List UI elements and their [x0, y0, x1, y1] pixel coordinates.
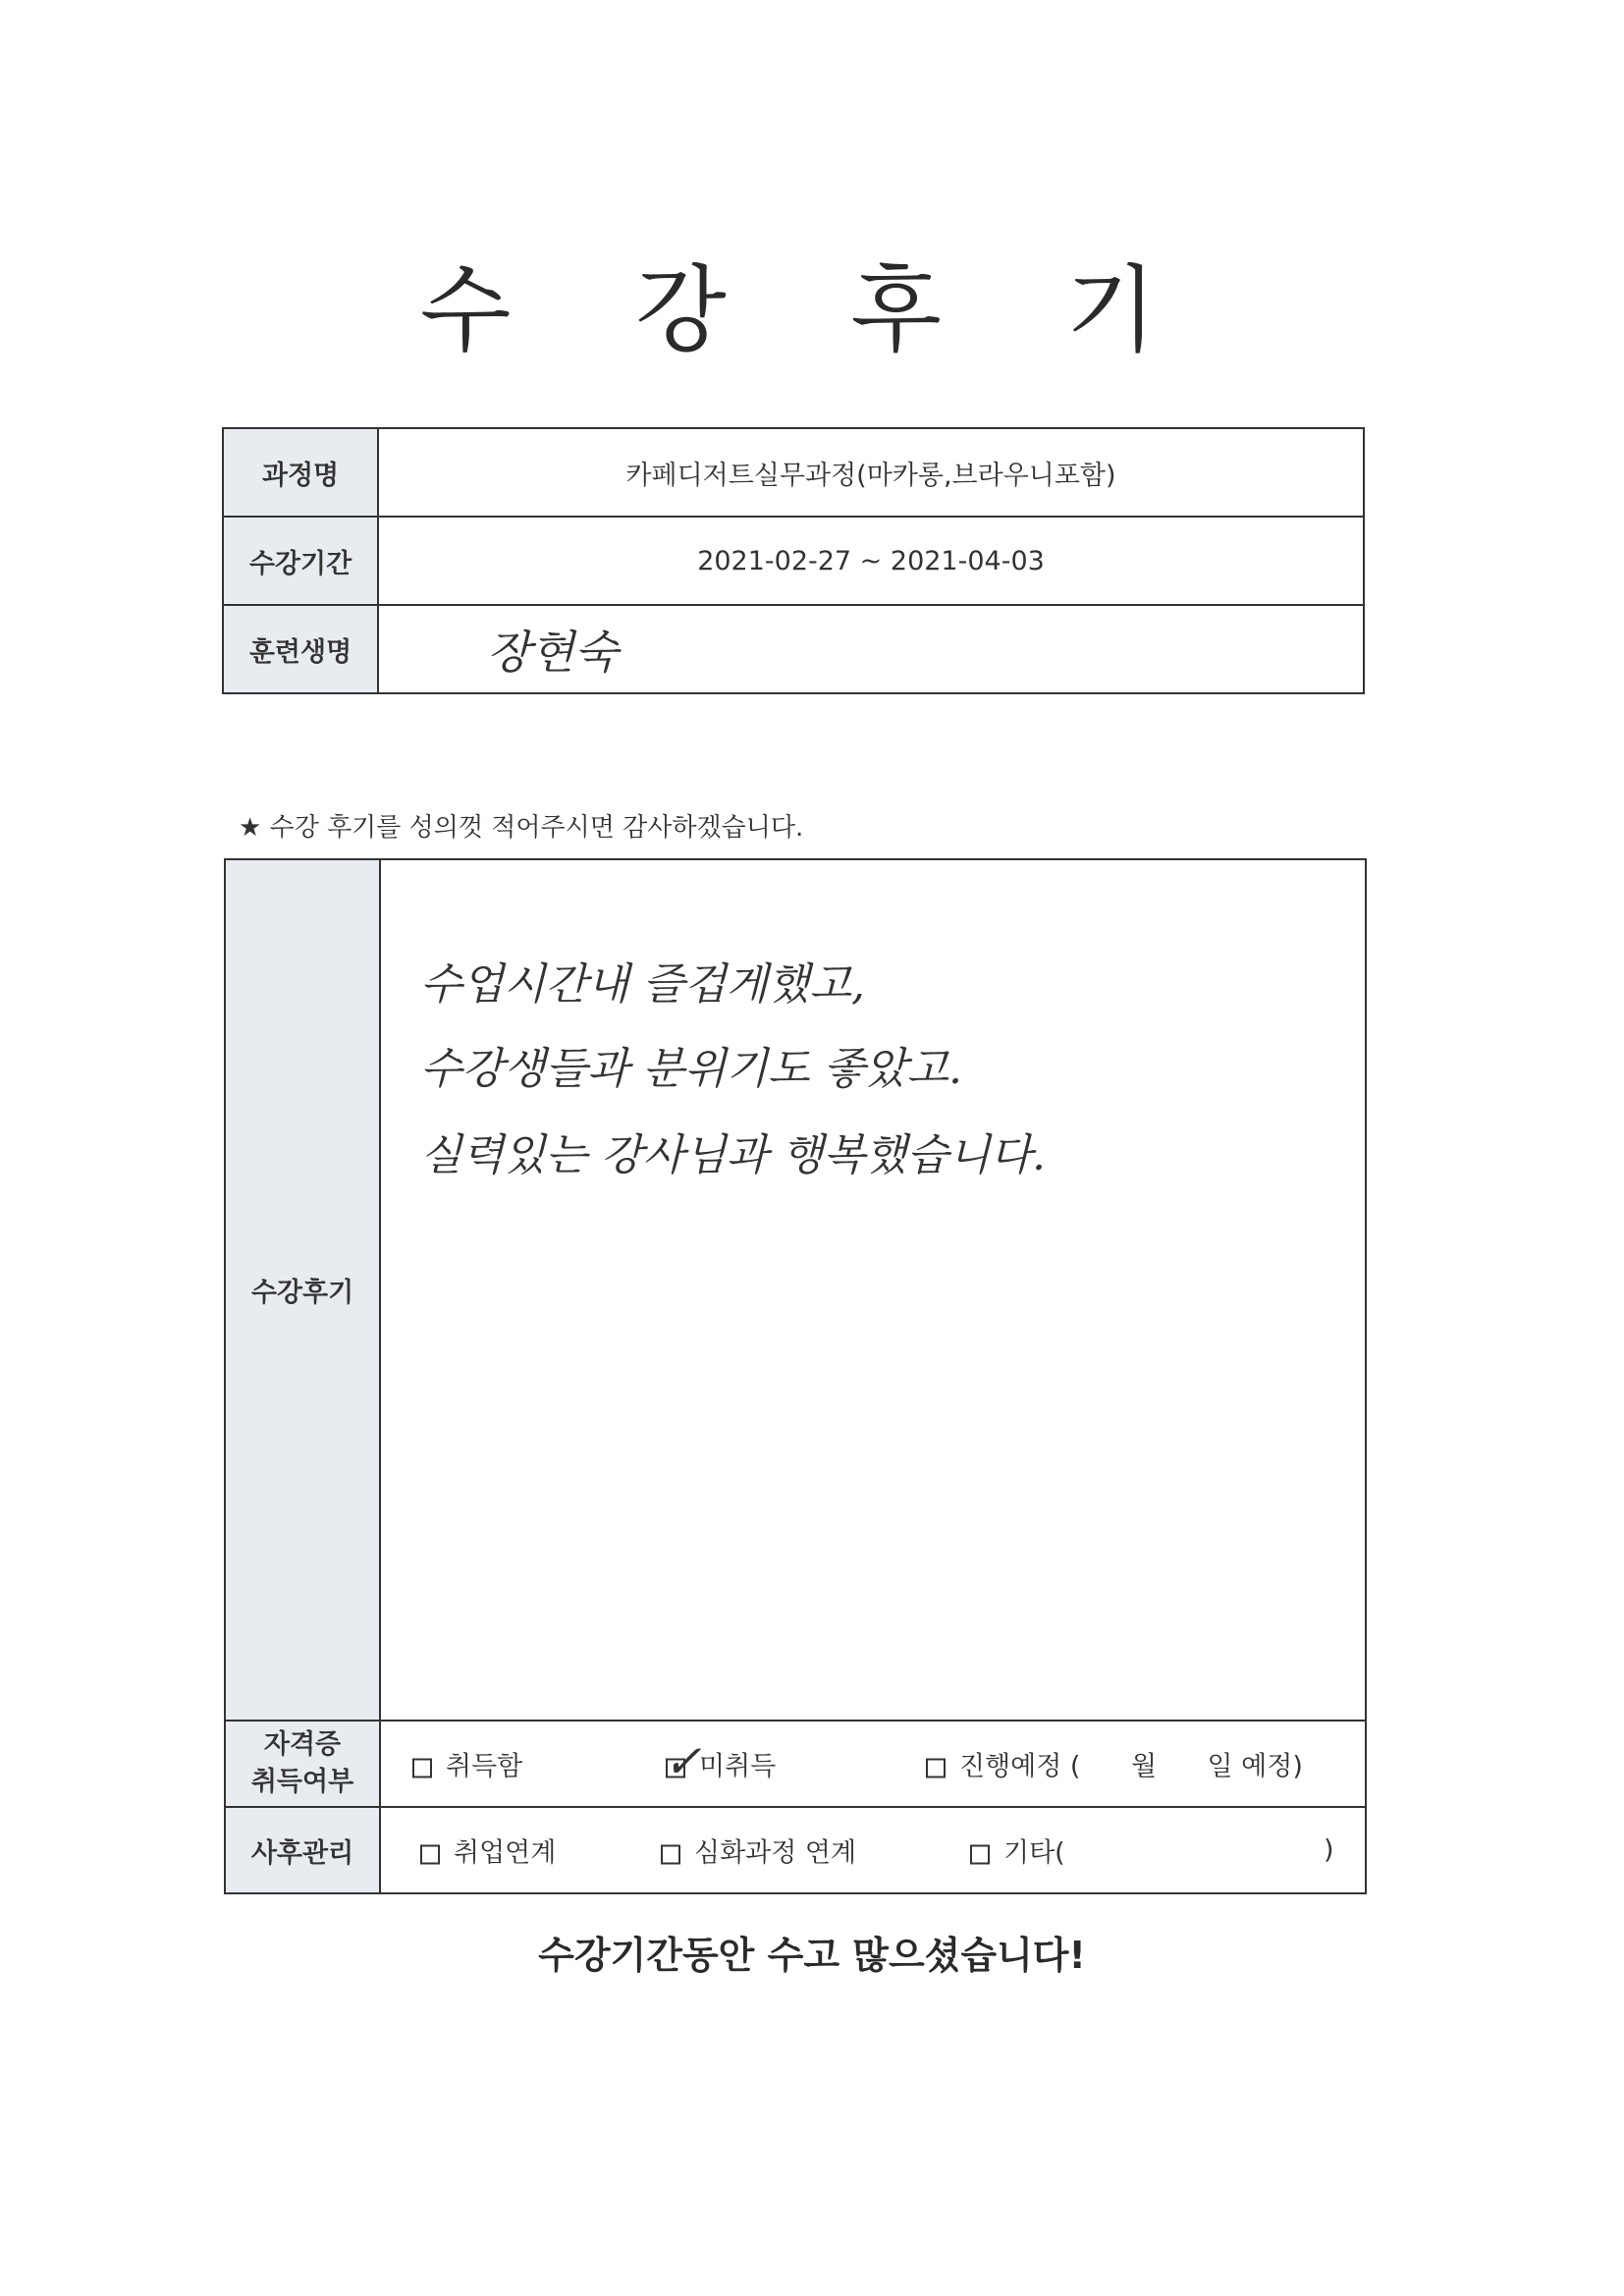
- checkbox-icon[interactable]: [420, 1844, 440, 1864]
- checkbox-icon[interactable]: [926, 1758, 946, 1777]
- review-line: 실력있는 강사님과 행복했습니다.: [420, 1130, 1047, 1180]
- aftercare-options: [380, 1807, 1366, 1893]
- closing-message: 수강기간동안 수고 많으셨습니다!: [538, 1934, 1086, 1977]
- aftercare-option-advanced[interactable]: 심화과정 연계: [661, 1831, 856, 1870]
- review-line: 수강생들과 분위기도 좋았고.: [420, 1044, 963, 1094]
- aftercare-row: [225, 1807, 1366, 1893]
- review-content: [380, 859, 1366, 1721]
- cert-option-obtained[interactable]: 취득함: [412, 1745, 522, 1783]
- checkbox-icon[interactable]: [970, 1844, 990, 1864]
- course-label: 과정명: [223, 428, 378, 517]
- aftercare-other-close: ): [1324, 1834, 1334, 1866]
- aftercare-option-other[interactable]: 기타(: [970, 1831, 1065, 1870]
- cert-option-planned[interactable]: 진행예정 ( 월 일 예정): [926, 1745, 1303, 1783]
- checkbox-icon[interactable]: [412, 1758, 432, 1777]
- aftercare-option-employment[interactable]: 취업연계: [420, 1831, 556, 1870]
- cert-label: [225, 1721, 380, 1807]
- aftercare-label: 사후관리: [225, 1807, 380, 1893]
- cert-label-line1: 자격증: [263, 1729, 342, 1760]
- review-line: 수업시간내 즐겁게했고,: [420, 959, 866, 1010]
- page-title: 수 강 후 기: [419, 255, 1205, 365]
- course-row: [223, 428, 1364, 517]
- course-value: 카페디저트실무과정(마카롱,브라우니포함): [378, 428, 1364, 517]
- review-table: [224, 858, 1367, 1894]
- cert-label-line2: 취득여부: [250, 1767, 354, 1797]
- trainee-row: [223, 605, 1364, 693]
- trainee-name: 장현숙: [378, 605, 1364, 693]
- check-mark-icon: ✓: [664, 1734, 702, 1787]
- checkbox-checked-icon[interactable]: [664, 1734, 702, 1787]
- period-row: [223, 517, 1364, 605]
- cert-row: [225, 1721, 1366, 1807]
- review-label: 수강후기: [225, 859, 380, 1721]
- course-info-table: [222, 427, 1365, 694]
- trainee-label: 훈련생명: [223, 605, 378, 693]
- checkbox-icon[interactable]: [661, 1844, 680, 1864]
- cert-options: [380, 1721, 1366, 1807]
- notice-text: ★ 수강 후기를 성의껏 적어주시면 감사하겠습니다.: [239, 813, 804, 843]
- period-label: 수강기간: [223, 517, 378, 605]
- period-value: 2021-02-27 ~ 2021-04-03: [378, 517, 1364, 605]
- review-row: [225, 859, 1366, 1721]
- cert-option-not-obtained[interactable]: ✓ 미취득: [664, 1734, 777, 1787]
